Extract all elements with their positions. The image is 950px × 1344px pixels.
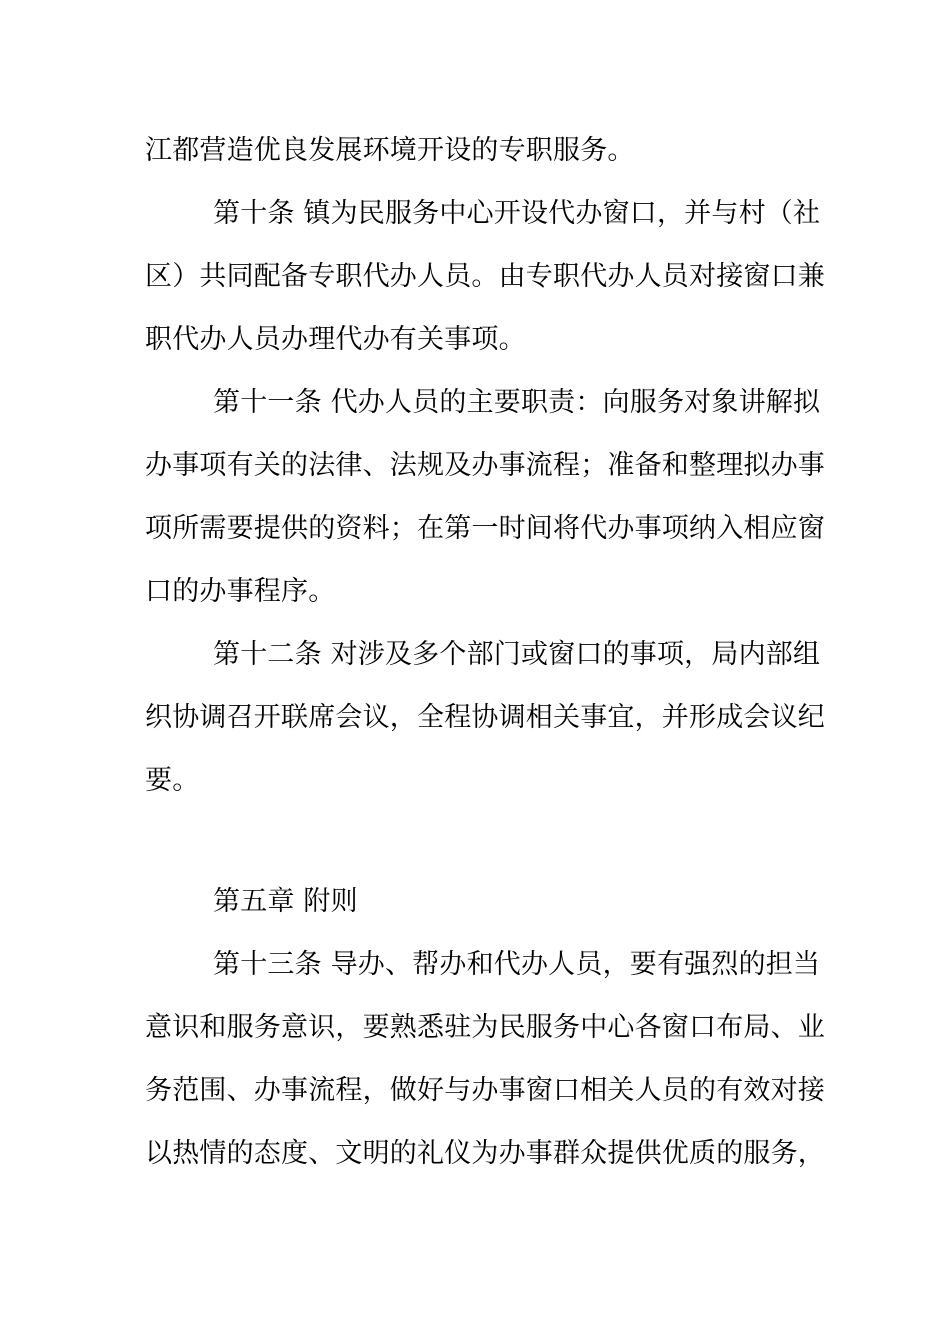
text-line: 要。: [145, 765, 200, 796]
text-line: 务范围、办事流程，做好与办事窗口相关人员的有效对接: [145, 1075, 825, 1106]
text-line: 项所需要提供的资料；在第一时间将代办事项纳入相应窗: [145, 513, 825, 544]
text-line: 江都营造优良发展环境开设的专职服务。: [145, 135, 635, 166]
text-line: 以热情的态度、文明的礼仪为办事群众提供优质的服务，: [145, 1138, 825, 1169]
article-13-heading-line: 第十三条 导办、帮办和代办人员，要有强烈的担当: [213, 949, 821, 980]
text-line: 职代办人员办理代办有关事项。: [145, 324, 526, 355]
text-line: 口的办事程序。: [145, 576, 336, 607]
chapter-heading: 第五章 附则: [213, 886, 358, 917]
article-11-heading-line: 第十一条 代办人员的主要职责：向服务对象讲解拟: [213, 387, 821, 418]
text-line: 意识和服务意识，要熟悉驻为民服务中心各窗口布局、业: [145, 1012, 825, 1043]
text-line: 区）共同配备专职代办人员。由专职代办人员对接窗口兼: [145, 261, 825, 292]
text-line: 织协调召开联席会议，全程协调相关事宜，并形成会议纪: [145, 702, 825, 733]
article-12-heading-line: 第十二条 对涉及多个部门或窗口的事项，局内部组: [213, 639, 821, 670]
text-line: 办事项有关的法律、法规及办事流程；准备和整理拟办事: [145, 450, 825, 481]
article-10-heading-line: 第十条 镇为民服务中心开设代办窗口，并与村（社: [213, 198, 821, 229]
